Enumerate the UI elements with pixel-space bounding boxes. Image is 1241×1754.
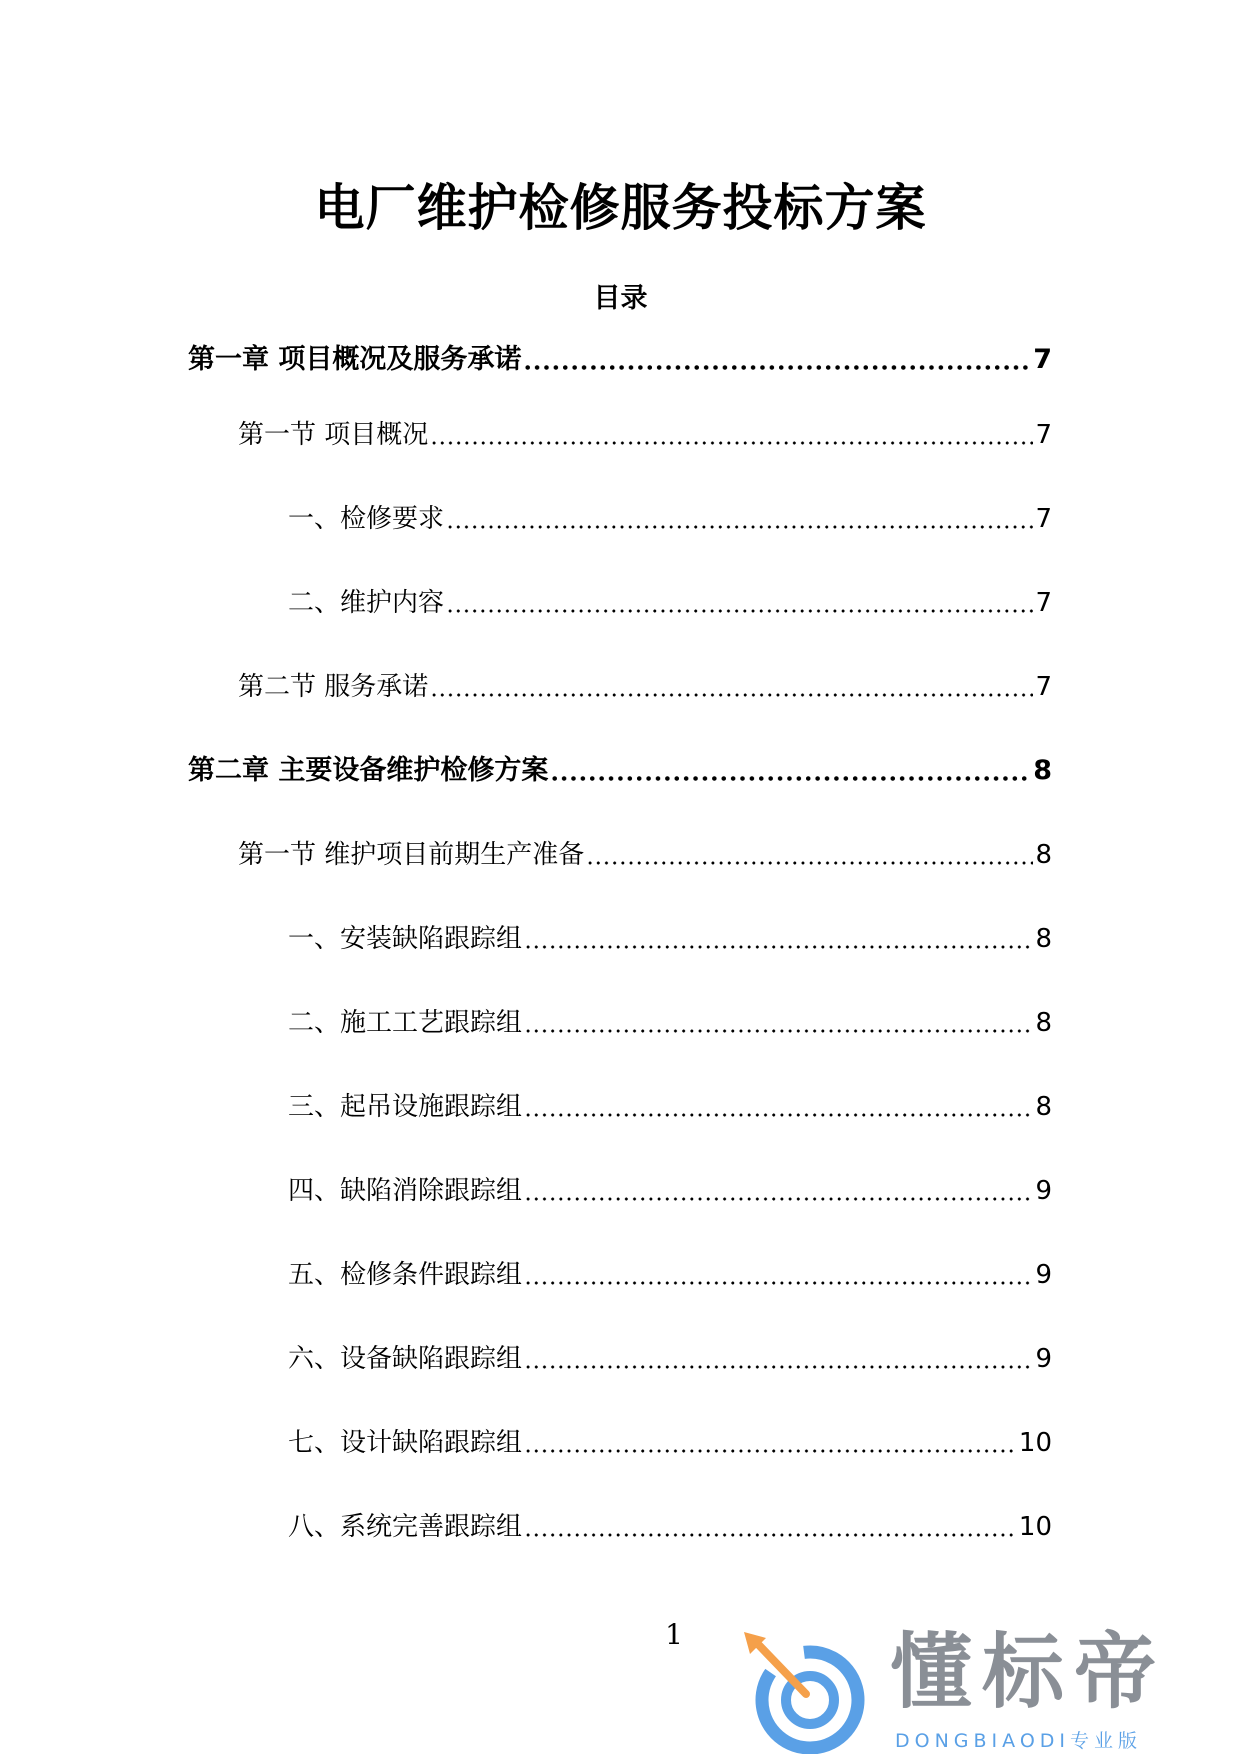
toc-entry[interactable] <box>288 1255 1052 1295</box>
toc-entry[interactable] <box>288 919 1052 959</box>
toc-entry[interactable] <box>188 751 1052 791</box>
toc-entry-label: 第二章 主要设备维护检修方案 <box>188 755 549 786</box>
toc-dot-leader <box>524 1442 1017 1454</box>
toc-entry-page: 9 <box>1035 1260 1052 1290</box>
document-title: 电厂维护检修服务投标方案 <box>314 179 927 237</box>
toc-entry[interactable] <box>288 583 1052 623</box>
toc-entry[interactable] <box>238 667 1052 707</box>
toc-entry-page: 7 <box>1035 588 1052 618</box>
toc-dot-leader <box>524 1022 1033 1034</box>
watermark-brand-name: 懂标帝 <box>890 1625 1167 1720</box>
toc-entry-page: 8 <box>1035 1092 1052 1122</box>
toc-entry[interactable] <box>288 1171 1052 1211</box>
target-arrow-icon <box>740 1630 870 1754</box>
toc-entry-label: 六、设备缺陷跟踪组 <box>288 1344 523 1374</box>
toc-dot-leader <box>430 686 1033 698</box>
toc-entry-label: 一、检修要求 <box>288 504 445 534</box>
toc-entry[interactable] <box>288 1339 1052 1379</box>
toc-entry-label: 第二节 服务承诺 <box>238 672 429 702</box>
toc-entry-label: 第一节 项目概况 <box>238 420 429 450</box>
toc-dot-leader <box>523 359 1031 371</box>
toc-dot-leader <box>524 1106 1033 1118</box>
toc-dot-leader <box>446 602 1033 614</box>
toc-heading: 目录 <box>593 283 648 314</box>
toc-entry-label: 七、设计缺陷跟踪组 <box>288 1428 523 1458</box>
toc-entry[interactable] <box>288 1087 1052 1127</box>
toc-entry[interactable] <box>238 415 1052 455</box>
toc-entry[interactable] <box>288 1423 1052 1463</box>
toc-entry-page: 10 <box>1018 1512 1052 1542</box>
toc-entry-page: 9 <box>1035 1344 1052 1374</box>
toc-entry-label: 四、缺陷消除跟踪组 <box>288 1176 523 1206</box>
toc-entry-page: 7 <box>1035 420 1052 450</box>
toc-entry-label: 二、维护内容 <box>288 588 445 618</box>
toc-entry-page: 7 <box>1035 672 1052 702</box>
toc-entry[interactable] <box>238 835 1052 875</box>
toc-dot-leader <box>524 1190 1033 1202</box>
toc-entry-page: 7 <box>1033 344 1052 375</box>
watermark <box>740 1625 1220 1754</box>
toc-dot-leader <box>524 938 1033 950</box>
toc-entry-page: 7 <box>1035 504 1052 534</box>
toc-entry[interactable] <box>188 340 1052 380</box>
toc-entry-page: 8 <box>1035 840 1052 870</box>
toc-dot-leader <box>550 770 1031 782</box>
toc-dot-leader <box>524 1274 1033 1286</box>
toc-entry-label: 第一节 维护项目前期生产准备 <box>238 840 585 870</box>
toc-entry-label: 一、安装缺陷跟踪组 <box>288 924 523 954</box>
toc-entry-page: 10 <box>1018 1428 1052 1458</box>
toc-entry-label: 五、检修条件跟踪组 <box>288 1260 523 1290</box>
toc-entry-page: 8 <box>1035 1008 1052 1038</box>
toc-entry-label: 第一章 项目概况及服务承诺 <box>188 344 522 375</box>
toc-entry-label: 八、系统完善跟踪组 <box>288 1512 523 1542</box>
toc-dot-leader <box>524 1358 1033 1370</box>
toc-entry-label: 三、起吊设施跟踪组 <box>288 1092 523 1122</box>
toc-entry[interactable] <box>288 1003 1052 1043</box>
toc-entry-page: 8 <box>1033 755 1052 786</box>
toc-entry-page: 9 <box>1035 1176 1052 1206</box>
toc-entry[interactable] <box>288 499 1052 539</box>
toc-dot-leader <box>430 434 1033 446</box>
toc-entry[interactable] <box>288 1507 1052 1547</box>
toc-dot-leader <box>586 854 1033 866</box>
toc-dot-leader <box>524 1526 1017 1538</box>
toc-entry-page: 8 <box>1035 924 1052 954</box>
toc-dot-leader <box>446 518 1033 530</box>
watermark-subtitle: DONGBIAODI专业版 <box>895 1730 1143 1752</box>
toc-entry-label: 二、施工工艺跟踪组 <box>288 1008 523 1038</box>
page-number: 1 <box>665 1618 683 1651</box>
